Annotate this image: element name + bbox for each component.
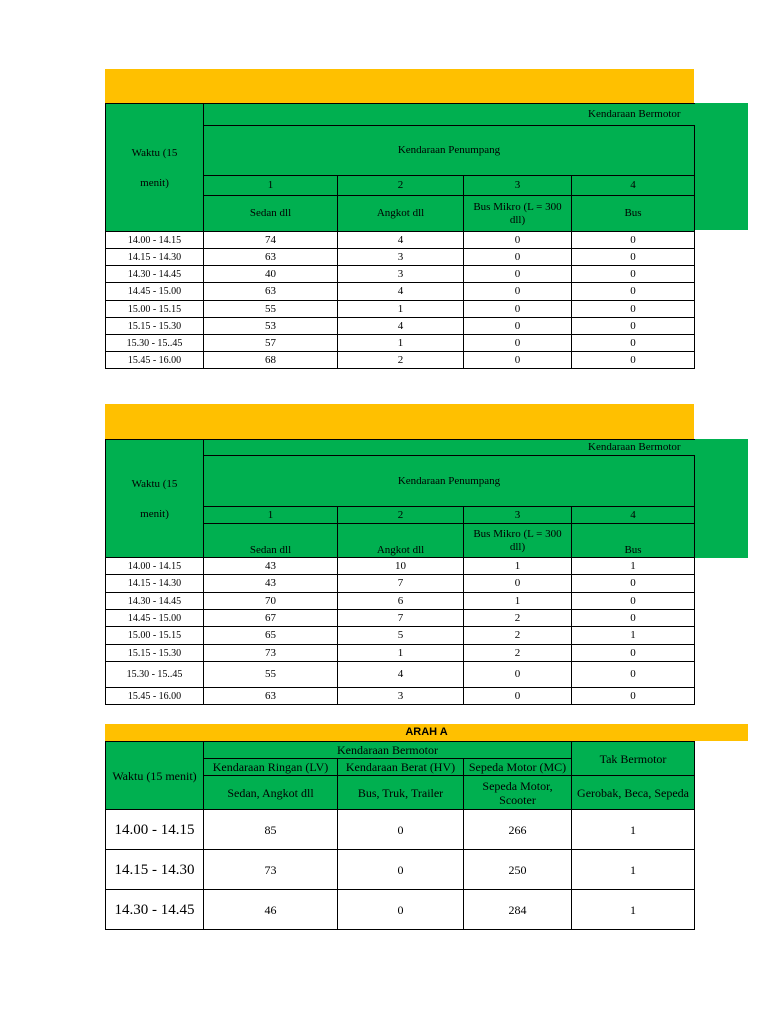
row-value: 85 [204, 810, 338, 850]
row-value: 2 [464, 645, 572, 662]
row-value: 266 [464, 810, 572, 850]
row-value: 43 [204, 575, 338, 593]
table1-col-name: Angkot dll [338, 196, 464, 232]
row-value: 63 [204, 688, 338, 705]
row-value: 46 [204, 890, 338, 930]
row-value: 40 [204, 266, 338, 283]
row-value: 0 [572, 662, 695, 688]
table2 [105, 439, 695, 705]
table2-waktu-header: Waktu (15 menit) [106, 440, 204, 558]
row-value: 0 [464, 335, 572, 352]
table-row [106, 249, 695, 266]
row-value: 1 [464, 593, 572, 610]
row-value: 6 [338, 593, 464, 610]
row-value: 1 [338, 301, 464, 318]
row-value: 55 [204, 301, 338, 318]
table1-kendaraan-bermotor-header: Kendaraan Bermotor [204, 104, 695, 126]
table1-col-name: Bus [572, 196, 695, 232]
row-value: 4 [338, 283, 464, 301]
row-value: 43 [204, 558, 338, 575]
row-time: 14.15 - 14.30 [106, 249, 204, 266]
row-value: 68 [204, 352, 338, 369]
row-value: 0 [572, 575, 695, 593]
table1-col-number: 2 [338, 176, 464, 196]
table2-col-name: Bus Mikro (L = 300 dll) [464, 524, 572, 558]
row-value: 1 [572, 890, 695, 930]
row-value: 0 [464, 662, 572, 688]
row-value: 2 [464, 627, 572, 645]
row-time: 14.45 - 15.00 [106, 283, 204, 301]
table-row [106, 810, 695, 850]
row-time: 15.00 - 15.15 [106, 301, 204, 318]
row-value: 0 [464, 688, 572, 705]
row-value: 2 [464, 610, 572, 627]
table-row [106, 610, 695, 627]
table-row [106, 645, 695, 662]
table-row [106, 352, 695, 369]
row-value: 67 [204, 610, 338, 627]
table-row [106, 318, 695, 335]
row-time: 15.15 - 15.30 [106, 318, 204, 335]
row-value: 70 [204, 593, 338, 610]
row-value: 0 [572, 688, 695, 705]
row-time: 14.15 - 14.30 [106, 850, 204, 890]
row-value: 250 [464, 850, 572, 890]
row-value: 1 [572, 810, 695, 850]
row-value: 1 [464, 558, 572, 575]
row-value: 0 [464, 575, 572, 593]
row-time: 14.00 - 14.15 [106, 232, 204, 249]
row-value: 73 [204, 850, 338, 890]
table2-col-name: Bus [572, 524, 695, 558]
table2-col-name: Angkot dll [338, 524, 464, 558]
row-time: 14.00 - 14.15 [106, 810, 204, 850]
table-row [106, 593, 695, 610]
table-row [106, 266, 695, 283]
row-value: 4 [338, 232, 464, 249]
row-value: 3 [338, 266, 464, 283]
row-value: 1 [572, 558, 695, 575]
row-value: 0 [464, 283, 572, 301]
table2-col-number: 1 [204, 507, 338, 524]
row-value: 1 [572, 850, 695, 890]
row-value: 0 [338, 810, 464, 850]
row-value: 0 [464, 352, 572, 369]
row-time: 14.00 - 14.15 [106, 558, 204, 575]
table3-category: Sepeda Motor (MC) [464, 759, 572, 776]
row-value: 53 [204, 318, 338, 335]
row-value: 0 [572, 301, 695, 318]
row-value: 0 [464, 249, 572, 266]
row-time: 15.00 - 15.15 [106, 627, 204, 645]
row-value: 0 [338, 850, 464, 890]
row-value: 1 [338, 645, 464, 662]
row-time: 15.15 - 15.30 [106, 645, 204, 662]
table-row [106, 850, 695, 890]
table1 [105, 103, 695, 369]
row-value: 0 [572, 610, 695, 627]
table-row [106, 301, 695, 318]
table1-banner [105, 69, 694, 103]
table3-waktu-header: Waktu (15 menit) [106, 742, 204, 810]
row-value: 0 [572, 232, 695, 249]
row-value: 73 [204, 645, 338, 662]
row-value: 3 [338, 688, 464, 705]
table1-col-name: Sedan dll [204, 196, 338, 232]
row-time: 15.30 - 15..45 [106, 335, 204, 352]
row-time: 14.45 - 15.00 [106, 610, 204, 627]
row-value: 3 [338, 249, 464, 266]
row-time: 14.30 - 14.45 [106, 593, 204, 610]
row-value: 0 [572, 283, 695, 301]
row-time: 14.30 - 14.45 [106, 266, 204, 283]
row-value: 63 [204, 283, 338, 301]
row-time: 15.45 - 16.00 [106, 688, 204, 705]
table-row [106, 575, 695, 593]
table2-kendaraan-bermotor-header: Kendaraan Bermotor [204, 440, 695, 456]
row-value: 0 [338, 890, 464, 930]
table-row [106, 627, 695, 645]
arah-a-title: ARAH A [105, 724, 748, 741]
row-value: 74 [204, 232, 338, 249]
row-value: 65 [204, 627, 338, 645]
row-value: 0 [572, 645, 695, 662]
table1-waktu-header: Waktu (15 menit) [106, 104, 204, 232]
row-value: 4 [338, 318, 464, 335]
table2-col-name: Sedan dll [204, 524, 338, 558]
table-row [106, 688, 695, 705]
row-value: 0 [572, 249, 695, 266]
row-value: 0 [572, 318, 695, 335]
table1-col-number: 3 [464, 176, 572, 196]
row-value: 0 [572, 593, 695, 610]
table3-category: Kendaraan Ringan (LV) [204, 759, 338, 776]
row-value: 0 [572, 335, 695, 352]
table-row [106, 283, 695, 301]
row-value: 0 [572, 266, 695, 283]
table3-tak-bermotor-header: Tak Bermotor [572, 742, 695, 776]
table1-kendaraan-penumpang-header: Kendaraan Penumpang [204, 126, 695, 176]
table2-banner [105, 404, 694, 439]
row-value: 0 [464, 266, 572, 283]
row-value: 63 [204, 249, 338, 266]
row-value: 10 [338, 558, 464, 575]
row-value: 57 [204, 335, 338, 352]
row-time: 15.30 - 15..45 [106, 662, 204, 688]
table2-col-number: 2 [338, 507, 464, 524]
table1-col-number: 4 [572, 176, 695, 196]
row-value: 4 [338, 662, 464, 688]
table2-col-number: 3 [464, 507, 572, 524]
table3-col-name: Gerobak, Beca, Sepeda [572, 776, 695, 810]
row-value: 1 [338, 335, 464, 352]
row-value: 0 [464, 318, 572, 335]
row-time: 15.45 - 16.00 [106, 352, 204, 369]
table-row [106, 662, 695, 688]
table2-side-block [694, 439, 748, 558]
table-row [106, 890, 695, 930]
table-row [106, 558, 695, 575]
table3-kendaraan-bermotor-header: Kendaraan Bermotor [204, 742, 572, 759]
row-value: 0 [464, 232, 572, 249]
table1-col-name: Bus Mikro (L = 300 dll) [464, 196, 572, 232]
row-time: 14.15 - 14.30 [106, 575, 204, 593]
row-value: 0 [572, 352, 695, 369]
table3-col-name: Sepeda Motor, Scooter [464, 776, 572, 810]
table-row [106, 335, 695, 352]
table2-kendaraan-penumpang-header: Kendaraan Penumpang [204, 456, 695, 507]
table3-col-name: Bus, Truk, Trailer [338, 776, 464, 810]
table1-col-number: 1 [204, 176, 338, 196]
row-value: 1 [572, 627, 695, 645]
table3-category: Kendaraan Berat (HV) [338, 759, 464, 776]
row-value: 5 [338, 627, 464, 645]
row-value: 2 [338, 352, 464, 369]
table3 [105, 741, 695, 930]
row-value: 7 [338, 610, 464, 627]
row-value: 0 [464, 301, 572, 318]
row-value: 55 [204, 662, 338, 688]
row-time: 14.30 - 14.45 [106, 890, 204, 930]
table2-col-number: 4 [572, 507, 695, 524]
table3-col-name: Sedan, Angkot dll [204, 776, 338, 810]
row-value: 284 [464, 890, 572, 930]
table1-side-block [694, 103, 748, 230]
table-row [106, 232, 695, 249]
row-value: 7 [338, 575, 464, 593]
